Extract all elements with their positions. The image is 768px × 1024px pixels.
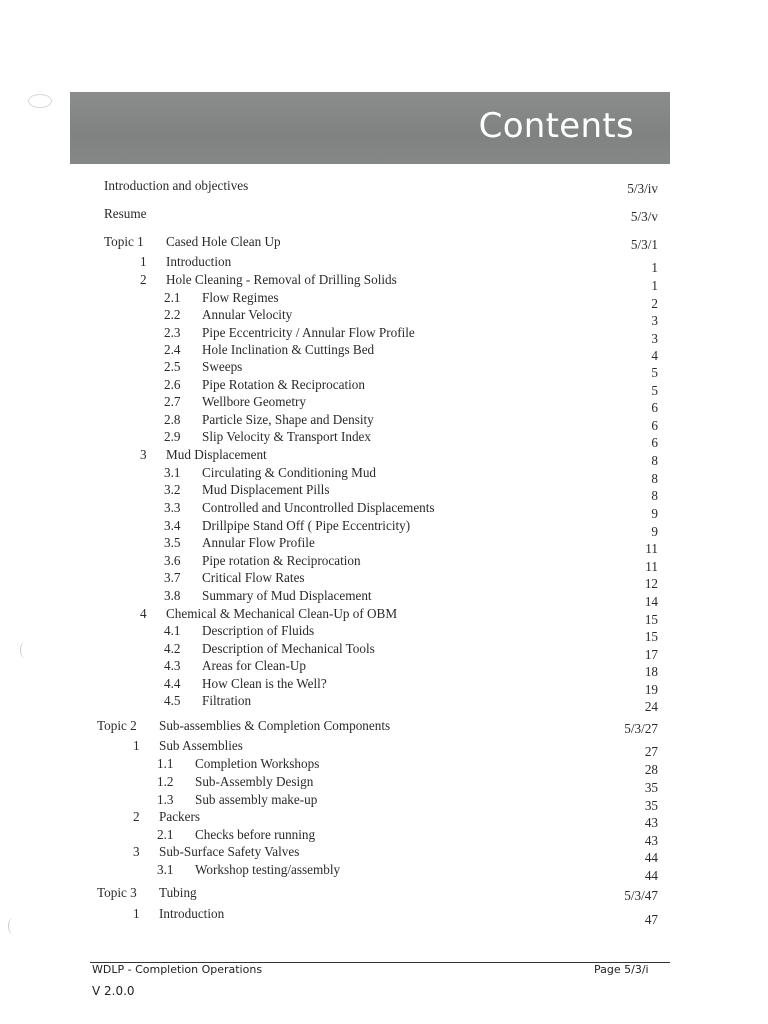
- toc-entry-title: Chemical & Mechanical Clean-Up of OBM: [166, 606, 398, 621]
- toc-entry-number: 4.4: [164, 676, 181, 691]
- scan-mark: [28, 94, 52, 108]
- toc-entry-page: 35: [644, 780, 658, 795]
- toc-entry-number: 4: [140, 606, 147, 621]
- toc-entry-page: 6: [651, 400, 658, 415]
- toc-entry: [0, 861, 768, 883]
- toc-entry: [0, 552, 768, 574]
- toc-entry-page: 19: [644, 682, 658, 697]
- toc-entry-title: Introduction: [159, 906, 225, 921]
- toc-entry-number: 2.1: [157, 827, 174, 842]
- toc-entry-page: 24: [644, 699, 658, 714]
- toc-entry-title: Drillpipe Stand Off ( Pipe Eccentricity): [202, 518, 411, 533]
- toc-entry-number: 3.5: [164, 535, 181, 550]
- toc-entry-page: 5/3/47: [624, 888, 658, 903]
- toc-entry-page: 1: [651, 260, 658, 275]
- toc-entry-number: 2: [140, 272, 147, 287]
- toc-entry-number: Topic 3: [97, 885, 137, 900]
- toc-entry-number: 3.6: [164, 553, 181, 568]
- toc-entry-number: 2.5: [164, 359, 181, 374]
- page-title: Contents: [478, 106, 634, 146]
- toc-entry-title: Particle Size, Shape and Density: [202, 412, 374, 427]
- toc-entry-page: 5/3/1: [630, 237, 658, 252]
- toc-entry-title: Cased Hole Clean Up: [166, 234, 281, 249]
- toc-entry-title: Sweeps: [202, 359, 243, 374]
- toc-entry-page: 6: [651, 418, 658, 433]
- toc-entry-page: 8: [651, 471, 658, 486]
- toc-entry-number: 2.2: [164, 307, 181, 322]
- toc-entry: [0, 499, 768, 521]
- toc-entry-number: 3.2: [164, 482, 181, 497]
- toc-entry: [0, 717, 768, 735]
- toc-entry-number: 3: [133, 844, 140, 859]
- toc-entry-number: 2.8: [164, 412, 181, 427]
- toc-entry-page: 4: [651, 348, 658, 363]
- scan-mark: [20, 642, 29, 658]
- toc-entry-number: Topic 1: [104, 234, 144, 249]
- toc-entry: [0, 233, 768, 251]
- toc-entry-title: Sub-Assembly Design: [195, 774, 314, 789]
- toc-entry-title: Filtration: [202, 693, 252, 708]
- toc-entry-title: Tubing: [159, 885, 197, 900]
- toc-entry-number: 2.4: [164, 342, 181, 357]
- toc-entry-page: 11: [645, 559, 658, 574]
- toc-entry: [0, 675, 768, 697]
- toc-entry: [0, 605, 768, 627]
- toc-entry-page: 27: [644, 744, 658, 759]
- toc-entry-page: 12: [644, 576, 658, 591]
- toc-entry-number: 1.2: [157, 774, 174, 789]
- toc-entry: [0, 517, 768, 539]
- toc-entry-number: 3.8: [164, 588, 181, 603]
- toc-entry-title: Checks before running: [195, 827, 316, 842]
- toc-entry-page: 47: [644, 912, 658, 927]
- toc-entry-title: Mud Displacement Pills: [202, 482, 330, 497]
- toc-entry: [0, 464, 768, 486]
- toc-entry: [0, 755, 768, 777]
- toc-entry-title: Pipe rotation & Reciprocation: [202, 553, 361, 568]
- toc-entry: [0, 657, 768, 679]
- toc-entry-page: 28: [644, 762, 658, 777]
- toc-entry-title: Annular Velocity: [202, 307, 293, 322]
- toc-entry-number: 3.3: [164, 500, 181, 515]
- toc-entry-page: 5/3/iv: [627, 181, 658, 196]
- toc-entry-number: 3: [140, 447, 147, 462]
- toc-entry: [0, 393, 768, 415]
- toc-entry: [0, 884, 768, 902]
- toc-entry: [0, 808, 768, 830]
- toc-entry-title: Hole Inclination & Cuttings Bed: [202, 342, 375, 357]
- toc-entry-page: 43: [644, 833, 658, 848]
- toc-entry: [0, 306, 768, 328]
- toc-entry-title: Sub-Surface Safety Valves: [159, 844, 300, 859]
- toc-entry-title: Mud Displacement: [166, 447, 267, 462]
- toc-entry: [0, 587, 768, 609]
- toc-entry-number: 4.3: [164, 658, 181, 673]
- toc-entry-title: Pipe Rotation & Reciprocation: [202, 377, 365, 392]
- toc-entry-number: Topic 2: [97, 718, 137, 733]
- toc-entry: [0, 481, 768, 503]
- toc-entry: [0, 826, 768, 848]
- toc-entry-page: 44: [644, 850, 658, 865]
- toc-entry-title: Introduction: [166, 254, 232, 269]
- toc-entry-number: 2.3: [164, 325, 181, 340]
- toc-entry: [0, 622, 768, 644]
- toc-entry-title: Packers: [159, 809, 201, 824]
- toc-entry-number: 3.7: [164, 570, 181, 585]
- toc-entry-page: 5: [651, 383, 658, 398]
- toc-entry-page: 14: [644, 594, 658, 609]
- toc-entry-title: Annular Flow Profile: [202, 535, 315, 550]
- toc-entry-number: 2: [133, 809, 140, 824]
- toc-entry-page: 9: [651, 524, 658, 539]
- toc-entry-page: 18: [644, 664, 658, 679]
- toc-entry: [0, 534, 768, 556]
- toc-entry-number: 1: [133, 738, 140, 753]
- toc-entry-title: Wellbore Geometry: [202, 394, 307, 409]
- toc-entry-page: 11: [645, 541, 658, 556]
- toc-entry: [0, 205, 768, 223]
- toc-entry: [0, 324, 768, 346]
- toc-entry-page: 3: [651, 331, 658, 346]
- toc-entry: [0, 253, 768, 275]
- toc-entry-page: 17: [644, 647, 658, 662]
- toc-entry-page: 6: [651, 435, 658, 450]
- toc-entry-page: 1: [651, 278, 658, 293]
- toc-entry-number: 1.3: [157, 792, 174, 807]
- toc-entry: [0, 289, 768, 311]
- toc-entry-number: 3.1: [164, 465, 181, 480]
- toc-entry-page: 9: [651, 506, 658, 521]
- toc-entry: [0, 177, 768, 195]
- toc-entry-number: 4.1: [164, 623, 181, 638]
- toc-entry: [0, 358, 768, 380]
- footer-page-number: Page 5/3/i: [594, 963, 649, 976]
- toc-entry-number: 4.5: [164, 693, 181, 708]
- toc-entry-title: Hole Cleaning - Removal of Drilling Solids: [166, 272, 397, 287]
- toc-entry-title: Sub-assemblies & Completion Components: [159, 718, 391, 733]
- footer-document-title: WDLP - Completion Operations: [92, 963, 263, 976]
- toc-entry: [0, 446, 768, 468]
- toc-entry: [0, 737, 768, 759]
- toc-entry: [0, 271, 768, 293]
- toc-entry: [0, 640, 768, 662]
- toc-entry-number: 4.2: [164, 641, 181, 656]
- footer-version: V 2.0.0: [92, 984, 135, 998]
- toc-entry-page: 5/3/27: [624, 721, 658, 736]
- toc-entry-page: 5: [651, 365, 658, 380]
- toc-entry-page: 44: [644, 868, 658, 883]
- toc-entry-title: Circulating & Conditioning Mud: [202, 465, 377, 480]
- toc-entry-page: 43: [644, 815, 658, 830]
- toc-entry-title: Controlled and Uncontrolled Displacements: [202, 500, 435, 515]
- toc-entry-number: 1.1: [157, 756, 174, 771]
- toc-entry-page: 8: [651, 453, 658, 468]
- toc-entry: [0, 341, 768, 363]
- toc-entry-title: Sub Assemblies: [159, 738, 243, 753]
- toc-entry-number: 2.1: [164, 290, 181, 305]
- toc-entry-number: 1: [133, 906, 140, 921]
- toc-entry: [0, 692, 768, 714]
- toc-entry-number: 2.9: [164, 429, 181, 444]
- toc-entry: [0, 376, 768, 398]
- toc-entry-title: Slip Velocity & Transport Index: [202, 429, 372, 444]
- toc-entry-title: Description of Fluids: [202, 623, 315, 638]
- toc-entry-title: Flow Regimes: [202, 290, 279, 305]
- toc-entry-number: 2.7: [164, 394, 181, 409]
- toc-entry-title: Resume: [104, 206, 147, 221]
- toc-entry-page: 15: [644, 612, 658, 627]
- toc-entry-title: Completion Workshops: [195, 756, 320, 771]
- toc-entry-title: Pipe Eccentricity / Annular Flow Profile: [202, 325, 415, 340]
- toc-entry-page: 2: [651, 296, 658, 311]
- toc-entry: [0, 843, 768, 865]
- toc-entry-title: Summary of Mud Displacement: [202, 588, 372, 603]
- toc-entry: [0, 773, 768, 795]
- scan-mark: [8, 918, 17, 934]
- toc-entry: [0, 905, 768, 927]
- toc-entry: [0, 411, 768, 433]
- toc-entry-title: Critical Flow Rates: [202, 570, 305, 585]
- toc-entry-title: Areas for Clean-Up: [202, 658, 306, 673]
- toc-entry-title: Workshop testing/assembly: [195, 862, 341, 877]
- toc-entry-number: 1: [140, 254, 147, 269]
- toc-entry-title: Sub assembly make-up: [195, 792, 318, 807]
- toc-entry-number: 2.6: [164, 377, 181, 392]
- toc-entry: [0, 791, 768, 813]
- toc-entry-title: How Clean is the Well?: [202, 676, 327, 691]
- toc-entry-page: 5/3/v: [630, 209, 658, 224]
- toc-entry-page: 8: [651, 488, 658, 503]
- toc-entry-page: 35: [644, 798, 658, 813]
- toc-entry-number: 3.4: [164, 518, 181, 533]
- toc-entry-page: 15: [644, 629, 658, 644]
- toc-entry-page: 3: [651, 313, 658, 328]
- toc-entry-title: Introduction and objectives: [104, 178, 249, 193]
- toc-entry-title: Description of Mechanical Tools: [202, 641, 375, 656]
- toc-entry-number: 3.1: [157, 862, 174, 877]
- toc-entry: [0, 569, 768, 591]
- toc-entry: [0, 428, 768, 450]
